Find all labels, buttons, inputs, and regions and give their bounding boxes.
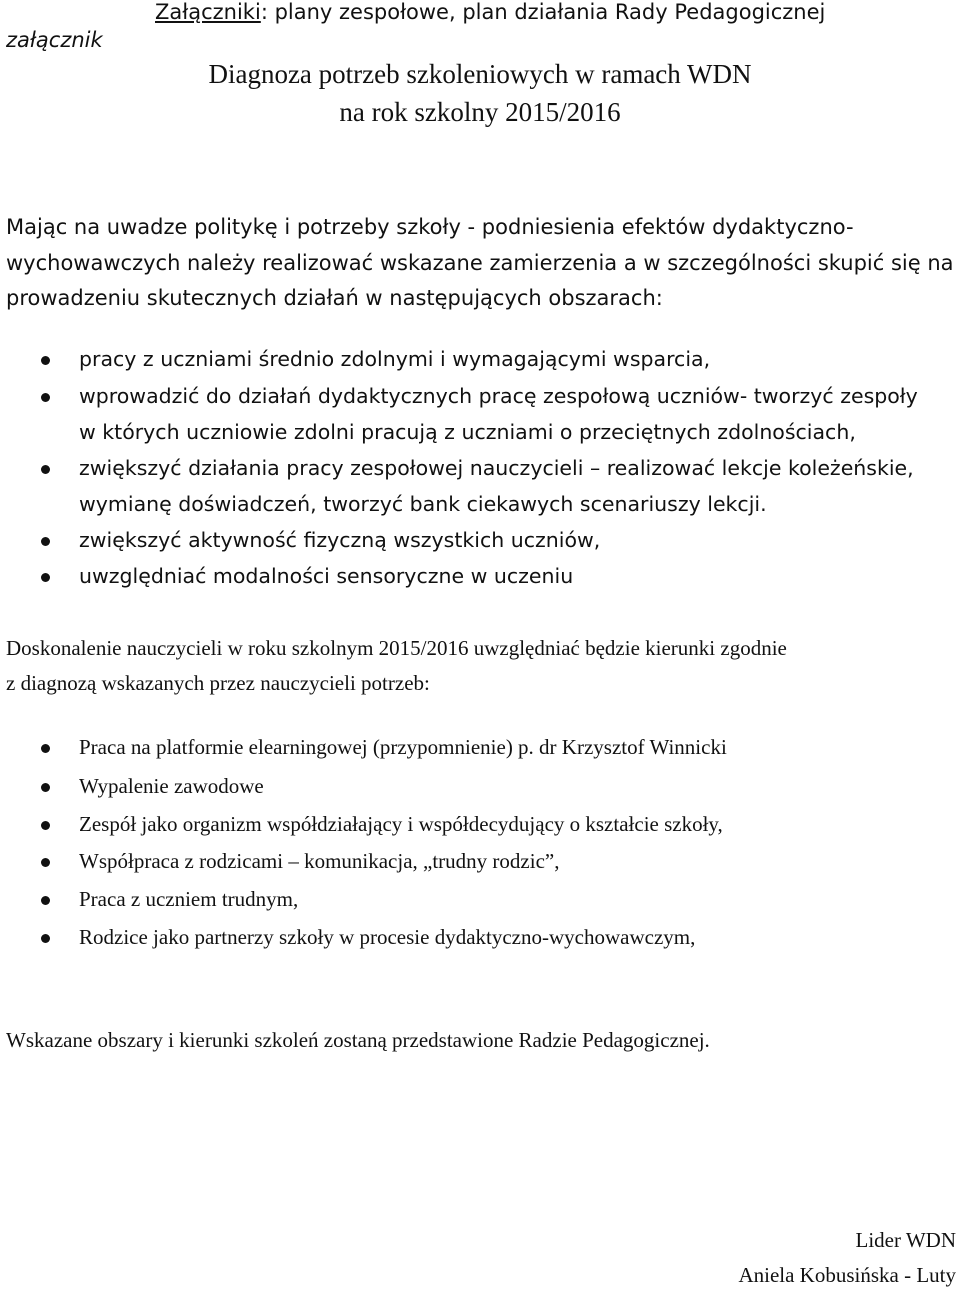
bullet-icon (41, 573, 50, 582)
bullet-icon (41, 744, 50, 753)
intro-line-3: prowadzeniu skutecznych działań w następujących obszarach: (6, 286, 663, 310)
document-subtitle: na rok szkolny 2015/2016 (339, 97, 621, 127)
bullet-icon (41, 465, 50, 474)
attachments-header (155, 0, 825, 24)
area-item-2-continued: w których uczniowie zdolni pracują z uczniami o przeciętnych zdolnościach, (79, 420, 856, 444)
signature-role: Lider WDN (855, 1228, 956, 1252)
bullet-icon (41, 537, 50, 546)
need-item-3: Zespół jako organizm współdziałający i współdecydujący o kształcie szkoły, (79, 812, 723, 836)
area-item-2: wprowadzić do działań dydaktycznych pracę zespołową uczniów- tworzyć zespoły (79, 384, 918, 408)
need-item-6: Rodzice jako partnerzy szkoły w procesie dydaktyczno-wychowawczym, (79, 925, 696, 949)
bullet-icon (41, 393, 50, 402)
improvement-line-2: z diagnozą wskazanych przez nauczycieli potrzeb: (6, 671, 430, 695)
area-item-3: zwiększyć działania pracy zespołowej nauczycieli – realizować lekcje koleżeńskie, (79, 456, 914, 480)
bullet-icon (41, 821, 50, 830)
area-item-3-continued: wymianę doświadczeń, tworzyć bank ciekawych scenariuszy lekcji. (79, 492, 767, 516)
bullet-icon (41, 858, 50, 867)
bullet-icon (41, 934, 50, 943)
bullet-icon (41, 783, 50, 792)
area-item-1: pracy z uczniami średnio zdolnymi i wymagającymi wsparcia, (79, 347, 711, 371)
need-item-2: Wypalenie zawodowe (79, 774, 264, 798)
document-title: Diagnoza potrzeb szkoleniowych w ramach WDN (208, 59, 752, 89)
need-item-1: Praca na platformie elearningowej (przypomnienie) p. dr Krzysztof Winnicki (79, 735, 727, 759)
need-item-5: Praca z uczniem trudnym, (79, 887, 299, 911)
closing-statement: Wskazane obszary i kierunki szkoleń zostaną przedstawione Radzie Pedagogicznej. (6, 1028, 710, 1052)
side-label: załącznik (6, 28, 103, 52)
attachments-label: Załączniki (155, 0, 261, 24)
intro-line-1: Mając na uwadze politykę i potrzeby szkoły - podniesienia efektów dydaktyczno- (6, 215, 854, 239)
attachments-description: : plany zespołowe, plan działania Rady Pedagogicznej (260, 0, 826, 24)
bullet-icon (41, 896, 50, 905)
intro-line-2: wychowawczych należy realizować wskazane zamierzenia a w szczególności skupić się na (6, 251, 954, 275)
area-item-5: uwzględniać modalności sensoryczne w uczeniu (79, 564, 574, 588)
area-item-4: zwiększyć aktywność fizyczną wszystkich uczniów, (79, 528, 601, 552)
bullet-icon (41, 356, 50, 365)
need-item-4: Współpraca z rodzicami – komunikacja, „trudny rodzic”, (79, 849, 560, 873)
signature-name: Aniela Kobusińska - Luty (738, 1263, 956, 1287)
improvement-line-1: Doskonalenie nauczycieli w roku szkolnym 2015/2016 uwzględniać będzie kierunki zgodnie (6, 636, 787, 660)
